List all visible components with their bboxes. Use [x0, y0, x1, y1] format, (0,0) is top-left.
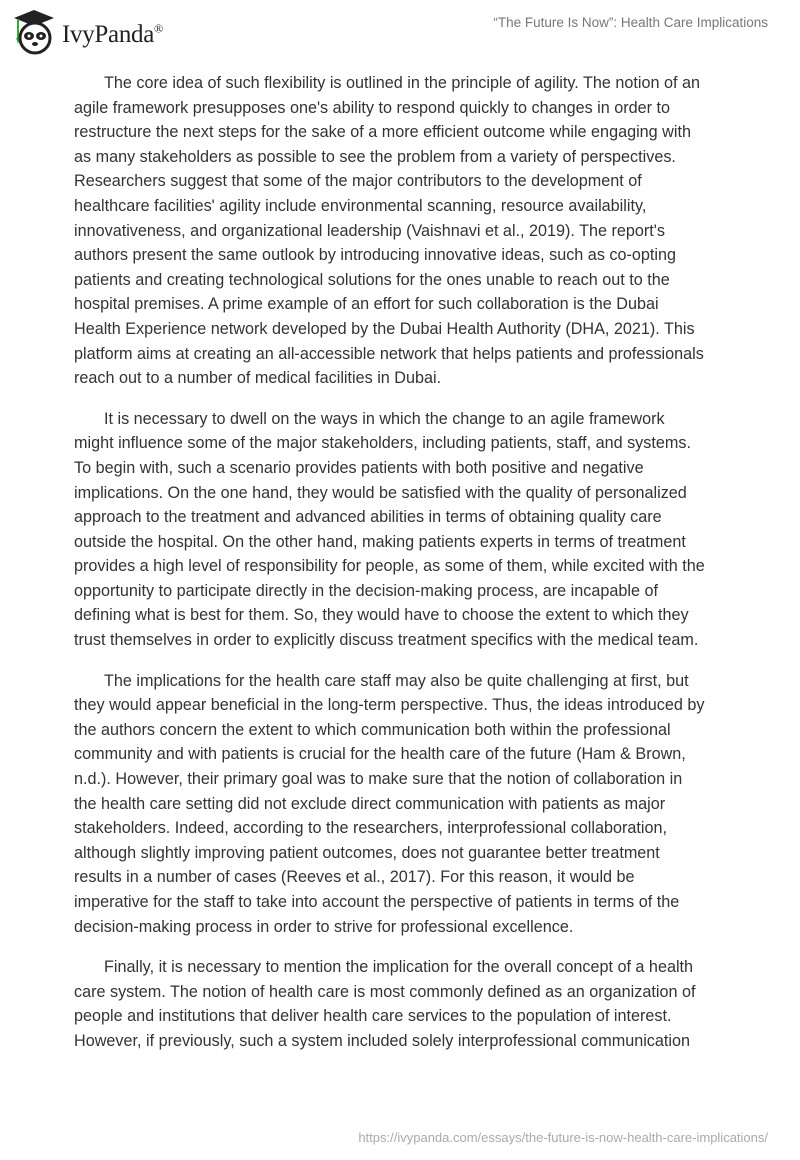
text-line: innovativeness, and organizational leadership (Vaishnavi et al., 2019). The report's — [74, 221, 665, 240]
paragraph — [74, 407, 764, 653]
text-line: However, if previously, such a system included solely interprofessional communication — [74, 1031, 691, 1050]
essay-body — [74, 71, 764, 1070]
text-line: care system. The notion of health care is most commonly defined as an organization of — [74, 982, 696, 1001]
text-line: provides a high level of responsibility for people, as some of them, while excited with the — [74, 557, 705, 576]
text-line: It is necessary to dwell on the ways in which the change to an agile framework — [104, 409, 665, 428]
paragraph — [74, 669, 764, 940]
text-line: healthcare facilities' agility include environmental scanning, resource availability, — [74, 196, 647, 215]
source-url[interactable]: https://ivypanda.com/essays/the-future-is-now-health-care-implications/ — [358, 1130, 768, 1145]
text-line: Finally, it is necessary to mention the implication for the overall concept of a health — [104, 958, 694, 977]
text-line: platform aims at creating an all-accessible network that helps patients and professionals — [74, 344, 704, 363]
text-line: as many stakeholders as possible to see the problem from a variety of perspectives. — [74, 147, 676, 166]
text-line: The implications for the health care staff may also be quite challenging at first, but — [104, 671, 689, 690]
text-line: n.d.). However, their primary goal was to make sure that the notion of collaboration in — [74, 770, 683, 789]
panda-logo-icon — [12, 8, 56, 61]
text-line: might influence some of the major stakeholders, including patients, staff, and systems. — [74, 434, 691, 453]
text-line: Health Experience network developed by the Dubai Health Authority (DHA, 2021). This — [74, 319, 695, 338]
text-line: results in a number of cases (Reeves et al., 2017). For this reason, it would be — [74, 868, 635, 887]
text-line: approach to the treatment and advanced abilities in terms of obtaining quality care — [74, 508, 662, 527]
text-line: agile framework presupposes one's ability to respond quickly to changes in order to — [74, 98, 671, 117]
paragraph — [74, 955, 764, 1053]
text-line: trust themselves in order to explicitly discuss treatment specifics with the medical team. — [74, 631, 699, 650]
registered-mark: ® — [154, 21, 163, 36]
ivypanda-logo[interactable] — [12, 8, 163, 61]
text-line: defining what is best for them. So, they would have to choose the extent to which they — [74, 606, 689, 625]
document-title: “The Future Is Now”: Health Care Implications — [493, 15, 768, 30]
text-line: hospital premises. A prime example of an effort for such collaboration is the Dubai — [74, 295, 659, 314]
text-line: patients and creating technological solutions for the ones unable to reach out to the — [74, 270, 670, 289]
text-line: reach out to a number of medical facilities in Dubai. — [74, 369, 442, 388]
text-line: implications. On the one hand, they would be satisfied with the quality of personalized — [74, 483, 687, 502]
text-line: To begin with, such a scenario provides patients with both positive and negative — [74, 458, 644, 477]
text-line: stakeholders. Indeed, according to the researchers, interprofessional collaboration, — [74, 819, 667, 838]
text-line: Researchers suggest that some of the major contributors to the development of — [74, 172, 642, 191]
text-line: outside the hospital. On the other hand, making patients experts in terms of treatment — [74, 532, 686, 551]
text-line: the authors concern the extent to which communication both within the professional — [74, 720, 671, 739]
text-line: the health care setting did not exclude direct communication with patients as major — [74, 794, 666, 813]
text-line: restructure the next steps for the sake of a more efficient outcome while engaging with — [74, 123, 691, 142]
text-line: imperative for the staff to take into account the perspective of patients in terms of the — [74, 893, 680, 911]
paragraph — [74, 71, 764, 391]
text-line: authors present the same outlook by introducing innovative ideas, such as co-opting — [74, 246, 676, 265]
logo-text: IvyPanda — [62, 20, 155, 48]
text-line: decision-making process in order to strive for professional excellence. — [74, 917, 574, 936]
text-line: they would appear beneficial in the long-term perspective. Thus, the ideas introduced by — [74, 696, 705, 715]
text-line: The core idea of such flexibility is outlined in the principle of agility. The notion of an — [104, 74, 700, 92]
text-line: opportunity to participate directly in the decision-making process, are incapable of — [74, 581, 658, 600]
text-line: community and with patients is crucial for the health care of the future (Ham & Brown, — [74, 745, 686, 764]
text-line: although slightly improving patient outcomes, does not guarantee better treatment — [74, 843, 660, 862]
text-line: people and institutions that deliver health care services to the population of interest. — [74, 1007, 672, 1026]
